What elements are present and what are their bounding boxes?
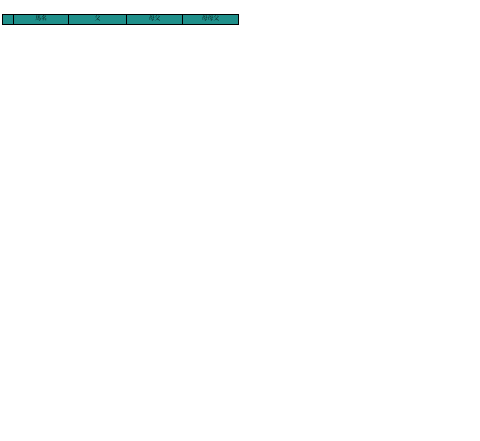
entries-header-row xyxy=(3,15,239,25)
header-dam-dam-sire: 母母父 xyxy=(183,15,239,25)
header-number xyxy=(3,15,14,25)
header-horse-name: 馬名 xyxy=(14,15,69,25)
header-dam-sire: 母父 xyxy=(127,15,183,25)
page-title xyxy=(2,1,234,13)
entries-table xyxy=(2,14,239,25)
header-sire: 父 xyxy=(69,15,127,25)
